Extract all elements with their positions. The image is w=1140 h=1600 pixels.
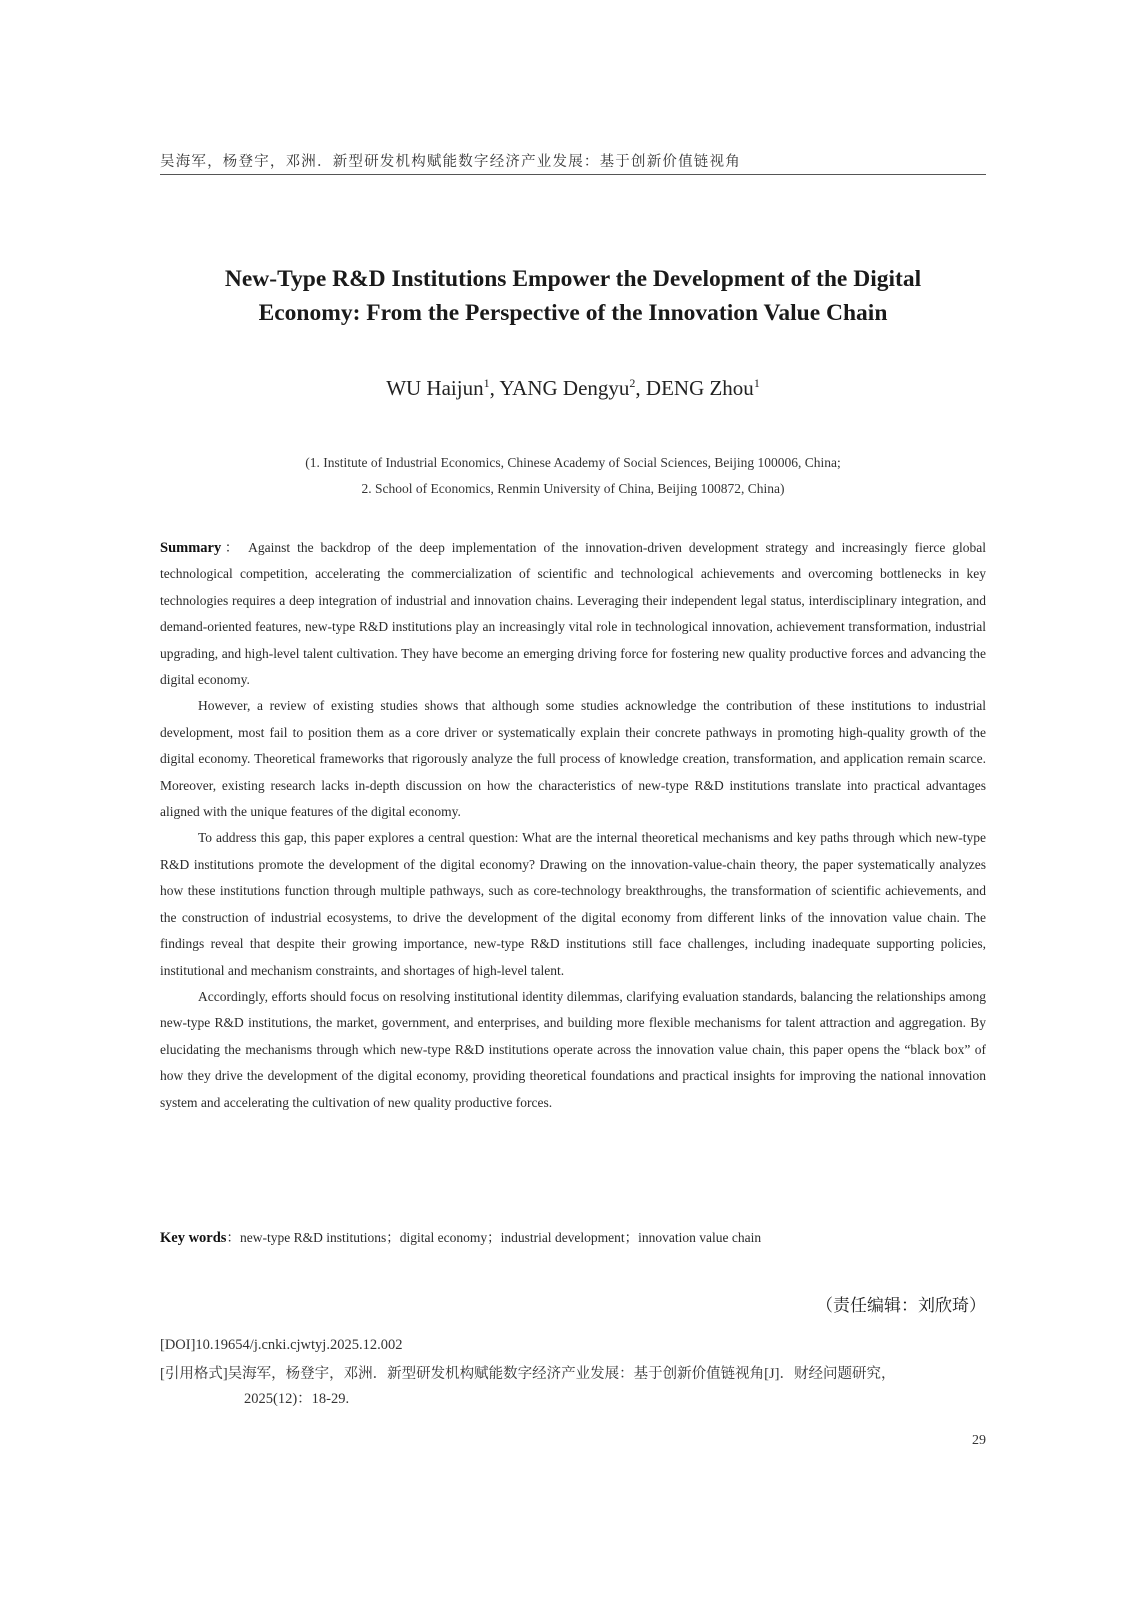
summary-label: Summary xyxy=(160,540,222,556)
responsible-editor: （责任编辑：刘欣琦） xyxy=(816,1296,986,1316)
article-title xyxy=(120,262,1026,330)
author-name: WU Haijun xyxy=(386,376,484,400)
citation-format xyxy=(160,1362,986,1412)
citation-line-2: 2025(12)：18-29. xyxy=(244,1391,350,1407)
author-affiliation-mark: 1 xyxy=(753,376,760,390)
keywords-label: Key words xyxy=(160,1230,227,1246)
doi-line: [DOI]10.19654/j.cnki.cjwtyj.2025.12.002 xyxy=(160,1337,403,1353)
author-affiliation-mark: 2 xyxy=(629,376,636,390)
author-list xyxy=(120,376,1026,401)
summary-section xyxy=(160,535,986,1116)
header-rule xyxy=(160,174,986,175)
running-head: 吴海军，杨登宇，邓洲．新型研发机构赋能数字经济产业发展：基于创新价值链视角 xyxy=(160,154,741,170)
page-number: 29 xyxy=(972,1433,986,1448)
affiliation-line-2: 2. School of Economics, Renmin University of China, Beijing 100872, China) xyxy=(361,481,785,496)
author-affiliation-mark: 1 xyxy=(483,376,490,390)
citation-line-1: [引用格式]吴海军，杨登宇，邓洲．新型研发机构赋能数字经济产业发展：基于创新价值链视角[J]．财经问题研究， xyxy=(160,1366,896,1382)
affiliation-line-1: (1. Institute of Industrial Economics, Chinese Academy of Social Sciences, Beijing 100006, China; xyxy=(305,455,841,470)
summary-paragraph-2: However, a review of existing studies shows that although some studies acknowledge the contribution of these institutions to industrial development, most fail to position them as a core driver or systematically explain their concrete pathways in promoting high-quality growth of the digital economy. Theoretical frameworks that rigorously analyze the full process of knowledge creation, transformation, and application remain scarce. Moreover, existing research lacks in-depth discussion on how the characteristics of new-type R&D institutions translate into practical advantages aligned with the unique features of the digital economy. xyxy=(160,698,986,820)
author-separator: , xyxy=(489,376,500,400)
author-separator: , xyxy=(635,376,646,400)
keywords-colon: ： xyxy=(226,1230,240,1245)
keywords-line xyxy=(160,1226,986,1247)
summary-paragraph-1-text: Against the backdrop of the deep implementation of the innovation-driven development strategy and increasingly fierce global technological competition, accelerating the commercialization of scientific and technological achievements and overcoming bottlenecks in key technologies requires a deep integration of industrial and innovation chains. Leveraging their independent legal status, interdisciplinary integration, and demand-oriented features, new-type R&D institutions play an increasingly vital role in technological innovation, achievement transformation, industrial upgrading, and high-level talent cultivation. They have become an emerging driving force for fostering new quality productive forces and advancing the digital economy. xyxy=(160,540,987,688)
affiliations xyxy=(120,450,1026,502)
summary-colon: ： xyxy=(221,540,242,555)
summary-paragraph-3: To address this gap, this paper explores a central question: What are the internal theoretical mechanisms and key paths through which new-type R&D institutions promote the development of the digital economy? Drawing on the innovation-value-chain theory, the paper systematically analyzes how these institutions function through multiple pathways, such as core-technology breakthroughs, the transformation of scientific achievements, and the construction of industrial ecosystems, to drive the development of the digital economy from different links of the innovation value chain. The findings reveal that despite their growing importance, new-type R&D institutions still face challenges, including inadequate supporting policies, institutional and mechanism constraints, and shortages of high-level talent. xyxy=(160,830,986,978)
summary-paragraph xyxy=(160,535,986,693)
summary-paragraph-4: Accordingly, efforts should focus on resolving institutional identity dilemmas, clarifying evaluation standards, balancing the relationships among new-type R&D institutions, the market, government, and enterprises, and building more flexible mechanisms for talent attraction and aggregation. By elucidating the mechanisms through which new-type R&D institutions operate across the innovation value chain, this paper opens the “black box” of how they drive the development of the digital economy, providing theoretical foundations and practical insights for improving the national innovation system and accelerating the cultivation of new quality productive forces. xyxy=(160,988,986,1110)
author-name: DENG Zhou xyxy=(645,376,754,400)
title-line-2: Economy: From the Perspective of the Innovation Value Chain xyxy=(258,300,888,326)
keywords-text: new-type R&D institutions；digital economy；industrial development；innovation value chain xyxy=(239,1230,762,1245)
title-line-1: New-Type R&D Institutions Empower the Development of the Digital xyxy=(224,266,922,292)
author-name: YANG Dengyu xyxy=(499,376,630,400)
